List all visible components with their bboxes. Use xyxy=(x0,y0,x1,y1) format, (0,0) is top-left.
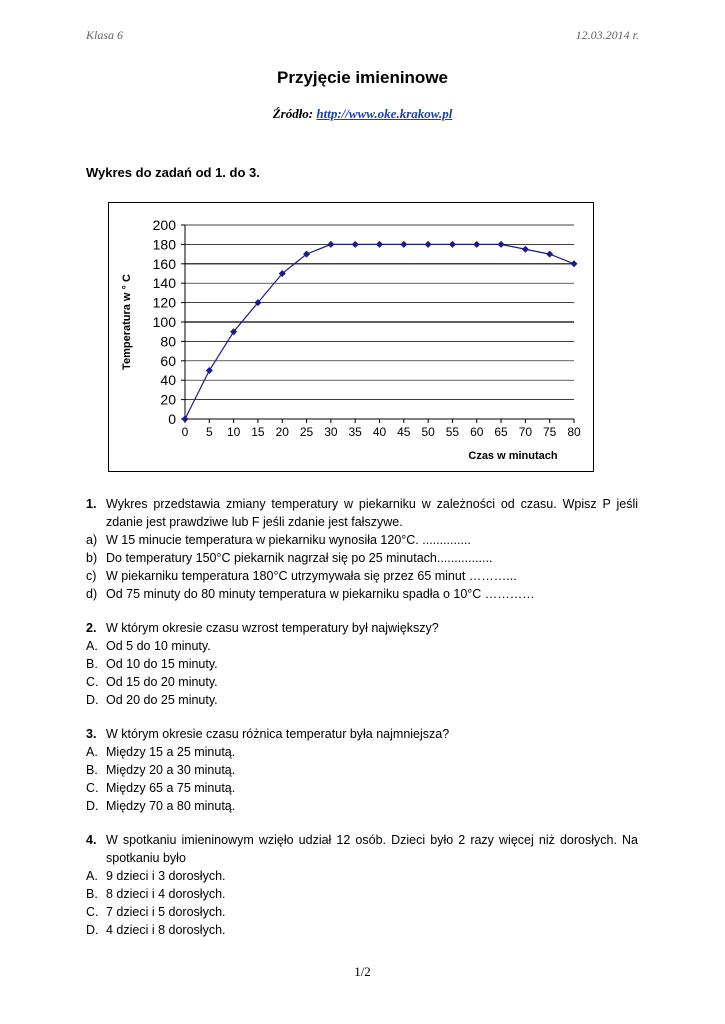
answer-option xyxy=(86,761,638,779)
question-text: W którym okresie czasu wzrost temperatury był największy? xyxy=(106,621,439,635)
data-point xyxy=(206,367,213,374)
data-point xyxy=(449,241,456,248)
question-number: 2. xyxy=(86,621,97,635)
x-tick-label: 60 xyxy=(470,425,484,439)
data-point xyxy=(473,241,480,248)
x-tick-label: 35 xyxy=(348,425,362,439)
answer-option xyxy=(86,637,638,655)
x-tick-label: 50 xyxy=(421,425,435,439)
answer-text: Między 65 a 75 minutą. xyxy=(106,781,236,795)
answer-key: A. xyxy=(86,745,98,759)
answer-option xyxy=(86,921,638,939)
answer-option xyxy=(86,585,638,603)
answer-text: Od 10 do 15 minuty. xyxy=(106,657,218,671)
question-4 xyxy=(86,831,638,939)
question-stem xyxy=(86,619,638,637)
y-tick-label: 60 xyxy=(160,352,176,369)
data-point xyxy=(546,251,553,258)
question-stem xyxy=(86,831,638,867)
data-point xyxy=(376,241,383,248)
answer-key: A. xyxy=(86,869,98,883)
answer-key: C. xyxy=(86,675,99,689)
data-point xyxy=(327,241,334,248)
answer-key: b) xyxy=(86,551,98,565)
question-stem xyxy=(86,495,638,531)
answer-text: Między 15 a 25 minutą. xyxy=(106,745,236,759)
answer-key: d) xyxy=(86,587,98,601)
x-tick-label: 45 xyxy=(397,425,411,439)
x-tick-label: 30 xyxy=(324,425,338,439)
answer-text: 9 dzieci i 3 dorosłych. xyxy=(106,869,226,883)
question-number: 3. xyxy=(86,727,97,741)
answer-key: D. xyxy=(86,923,99,937)
data-point xyxy=(182,416,189,423)
question-3 xyxy=(86,725,638,815)
answer-text: 8 dzieci i 4 dorosłych. xyxy=(106,887,226,901)
answer-option xyxy=(86,797,638,815)
answer-text: Między 70 a 80 minutą. xyxy=(106,799,236,813)
x-axis-title: Czas w minutach xyxy=(468,450,558,462)
answer-option xyxy=(86,743,638,761)
x-tick-label: 20 xyxy=(275,425,289,439)
source-label: Źródło: xyxy=(272,106,314,121)
answer-text: Od 15 do 20 minuty. xyxy=(106,675,218,689)
y-tick-label: 100 xyxy=(152,314,176,330)
answer-key: D. xyxy=(86,693,99,707)
answer-text: Od 5 do 10 minuty. xyxy=(106,639,211,653)
question-number: 1. xyxy=(86,497,97,511)
chart-caption: Wykres do zadań od 1. do 3. xyxy=(86,165,260,180)
x-tick-label: 40 xyxy=(372,425,387,439)
answer-key: A. xyxy=(86,639,98,653)
x-tick-label: 75 xyxy=(543,425,557,439)
question-2 xyxy=(86,619,638,709)
answer-option xyxy=(86,903,638,921)
answer-option xyxy=(86,885,638,903)
answer-text: 7 dzieci i 5 dorosłych. xyxy=(106,905,226,919)
chart-frame xyxy=(108,202,594,472)
temperature-chart xyxy=(109,203,595,473)
answer-option xyxy=(86,549,638,567)
answer-key: D. xyxy=(86,799,99,813)
data-point xyxy=(571,260,578,267)
x-tick-label: 80 xyxy=(567,425,581,439)
x-tick-label: 15 xyxy=(251,425,265,439)
y-tick-label: 200 xyxy=(152,217,176,233)
header-class-label: Klasa 6 xyxy=(86,28,124,42)
series-line xyxy=(185,244,574,419)
page-title: Przyjęcie imieninowe xyxy=(276,68,448,87)
y-tick-label: 180 xyxy=(152,236,176,253)
answer-text: Do temperatury 150°C piekarnik nagrzał się po 25 minutach................ xyxy=(106,551,493,565)
data-point xyxy=(522,246,529,253)
question-list xyxy=(86,495,638,955)
answer-key: C. xyxy=(86,905,99,919)
answer-option xyxy=(86,779,638,797)
answer-key: c) xyxy=(86,569,97,583)
x-tick-label: 5 xyxy=(205,425,213,439)
x-tick-label: 10 xyxy=(226,425,241,439)
x-tick-label: 0 xyxy=(181,425,189,439)
answer-option xyxy=(86,531,638,549)
answer-option xyxy=(86,673,638,691)
answer-option xyxy=(86,655,638,673)
data-point xyxy=(352,241,359,248)
answer-text: W piekarniku temperatura 180°C utrzymywała się przez 65 minut ………... xyxy=(106,569,517,583)
question-stem xyxy=(86,725,638,743)
question-text: W którym okresie czasu różnica temperatur była najmniejsza? xyxy=(106,727,450,741)
data-point xyxy=(425,241,432,248)
answer-text: 4 dzieci i 8 dorosłych. xyxy=(106,923,226,937)
answer-text: Od 20 do 25 minuty. xyxy=(106,693,218,707)
question-number: 4. xyxy=(86,833,97,847)
y-tick-label: 20 xyxy=(160,391,176,408)
x-tick-label: 55 xyxy=(445,425,460,439)
answer-key: a) xyxy=(86,533,98,547)
x-tick-label: 25 xyxy=(299,425,314,439)
y-tick-label: 80 xyxy=(160,333,176,350)
answer-key: B. xyxy=(86,763,98,777)
answer-key: B. xyxy=(86,887,98,901)
y-tick-label: 140 xyxy=(152,275,176,292)
question-1 xyxy=(86,495,638,603)
answer-text: W 15 minucie temperatura w piekarniku wynosiła 120°C. .............. xyxy=(106,533,471,547)
data-point xyxy=(498,241,505,248)
source-link[interactable]: http://www.oke.krakow.pl xyxy=(316,106,453,121)
y-tick-label: 0 xyxy=(168,411,176,427)
answer-key: C. xyxy=(86,781,99,795)
x-tick-label: 70 xyxy=(518,425,533,439)
data-point xyxy=(400,241,407,248)
header-date: 12.03.2014 r. xyxy=(575,28,639,42)
answer-option xyxy=(86,691,638,709)
answer-key: B. xyxy=(86,657,98,671)
answer-option xyxy=(86,567,638,585)
answer-text: Od 75 minuty do 80 minuty temperatura w piekarniku spadła o 10°C ………… xyxy=(106,587,535,601)
x-tick-label: 65 xyxy=(494,425,508,439)
page-number: 1/2 xyxy=(354,964,371,979)
y-axis-title: Temperatura w ° C xyxy=(121,274,133,370)
y-tick-label: 40 xyxy=(160,372,176,389)
question-text: Wykres przedstawia zmiany temperatury w piekarniku w zależności od czasu. Wpisz P jeśli zdanie jest prawdziwe lub F jeśli zdanie jest fałszywe. xyxy=(106,497,638,529)
answer-option xyxy=(86,867,638,885)
y-tick-label: 120 xyxy=(152,294,176,311)
answer-text: Między 20 a 30 minutą. xyxy=(106,763,236,777)
y-tick-label: 160 xyxy=(152,255,176,272)
question-text: W spotkaniu imieninowym wzięło udział 12 osób. Dzieci było 2 razy więcej niż dorosłych. Na spotkaniu było xyxy=(106,833,638,865)
source-line xyxy=(0,106,725,122)
